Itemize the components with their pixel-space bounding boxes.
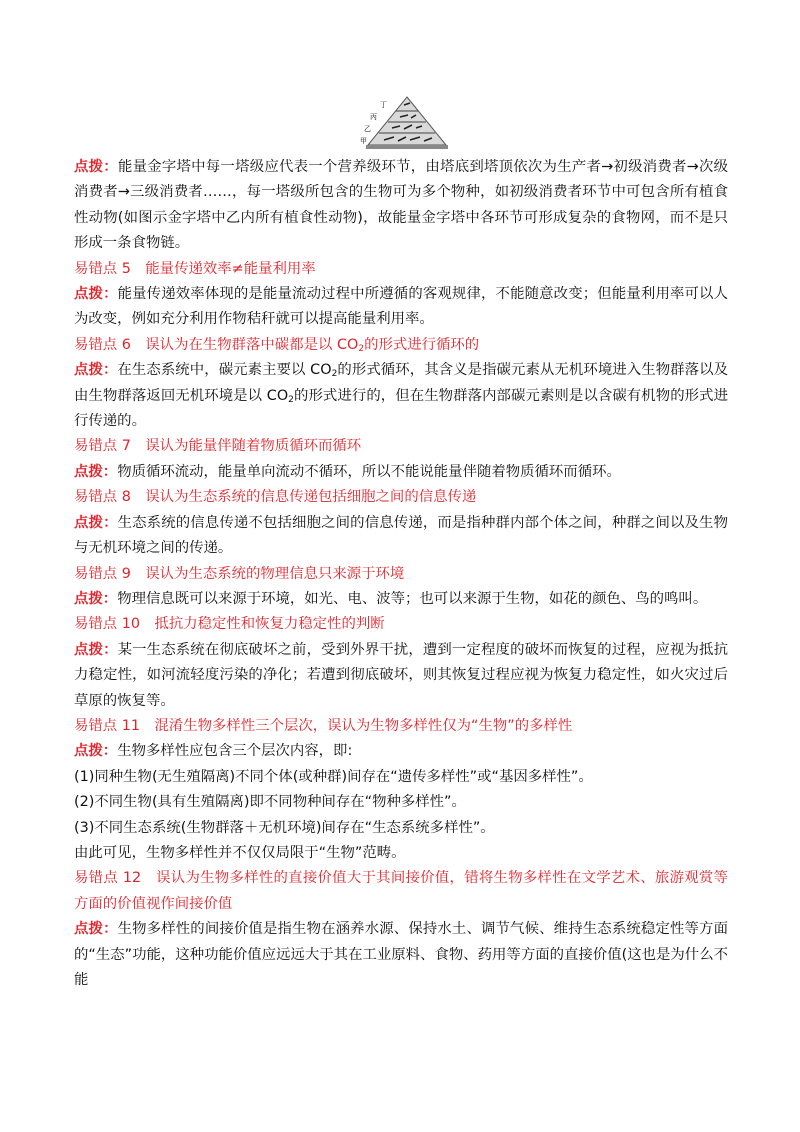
error-point-8-body <box>74 511 728 562</box>
e11-text: 生物多样性应包含三个层次内容，即: <box>117 743 353 760</box>
e6-title-part-b: 的形式进行循环的 <box>364 336 480 353</box>
e11-list-item-3: (3)不同生态系统(生物群落＋无机环境)间存在“生态系统多样性”。 <box>74 819 495 836</box>
pyramid-label-bing: 丙 <box>370 113 377 121</box>
pyramid-label-jia: 甲 <box>360 137 367 145</box>
e11-list-item-2: (2)不同生物(具有生殖隔离)即不同物种间存在“物种多样性”。 <box>74 794 466 811</box>
energy-pyramid-figure <box>360 95 448 151</box>
tip-label: 点拨： <box>74 641 118 658</box>
error-point-6-title <box>74 333 728 358</box>
tip-label: 点拨： <box>74 921 118 938</box>
intro-paragraph <box>74 155 728 257</box>
error-point-9-body <box>74 587 728 612</box>
error-point-10-title: 易错点 10 抵抗力稳定性和恢复力稳定性的判断 <box>74 616 385 633</box>
e10-text: 某一生态系统在彻底破坏之前，受到外界干扰，遭到一定程度的破坏而恢复的过程，应视为抵抗力稳定性，如河流轻度污染的净化；若遭到彻底破坏，则其恢复过程应视为恢复力稳定性，如火灾过后草原的恢复等。 <box>74 641 728 709</box>
content-body <box>74 155 728 993</box>
tip-label: 点拨： <box>74 286 118 303</box>
e6-title-subscript: 2 <box>358 343 365 354</box>
e6-title-part-a: 易错点 6 误认为在生物群落中碳都是以 CO <box>74 336 359 353</box>
error-point-11-title: 易错点 11 混淆生物多样性三个层次，误认为生物多样性仅为“生物”的多样性 <box>74 717 573 734</box>
e6-body-part-c: 的形式进行的，但在生物群落内部碳元素则是以含碳有机物的形式进行传递的。 <box>74 387 728 430</box>
tip-label: 点拨： <box>74 590 118 607</box>
e6-body-subscript-1: 2 <box>331 369 338 380</box>
tip-label: 点拨： <box>74 514 118 531</box>
pyramid-label-yi: 乙 <box>364 125 371 133</box>
e11-conclusion: 由此可见，生物多样性并不仅仅局限于“生物”范畴。 <box>74 844 406 861</box>
error-point-12-title: 易错点 12 误认为生物多样性的直接价值大于其间接价值，错将生物多样性在文学艺术、旅游观赏等方面的价值视作间接价值 <box>74 870 728 912</box>
tip-label: 点拨： <box>74 743 118 760</box>
e6-body-part-b: 的形式循环，其含义是指碳元素从无机环境进入生物群落以及由生物群落返回无机环境是以 CO <box>74 362 728 404</box>
error-point-7-body <box>74 460 728 485</box>
tip-label: 点拨： <box>74 159 118 175</box>
error-point-12-body <box>74 917 728 993</box>
tip-label: 点拨： <box>74 362 118 379</box>
e6-body-part-a: 在生态系统中，碳元素主要以 CO <box>117 362 332 379</box>
e6-body-subscript-2: 2 <box>288 394 294 405</box>
error-point-8-title: 易错点 8 误认为生态系统的信息传递包括细胞之间的信息传递 <box>74 489 477 506</box>
error-point-5-title: 易错点 5 能量传递效率≠能量利用率 <box>74 260 316 277</box>
e8-text: 生态系统的信息传递不包括细胞之间的信息传递，而是指种群内部个体之间，种群之间以及生物与无机环境之间的传递。 <box>74 514 728 557</box>
error-point-9-title: 易错点 9 误认为生态系统的物理信息只来源于环境 <box>74 565 405 582</box>
pyramid-label-ding: 丁 <box>380 101 387 109</box>
tip-label: 点拨： <box>74 463 118 480</box>
e7-text: 物质循环流动，能量单向流动不循环，所以不能说能量伴随着物质循环而循环。 <box>117 463 621 480</box>
error-point-6-body <box>74 358 728 434</box>
error-point-10-body <box>74 638 728 714</box>
error-point-7-title: 易错点 7 误认为能量伴随着物质循环而循环 <box>74 438 362 455</box>
intro-text: 能量金字塔中每一塔级应代表一个营养级环节，由塔底到塔顶依次为生产者→初级消费者→次级消费者→三级消费者……，每一塔级所包含的生物可为多个物种，如初级消费者环节中可包含所有植食性动物(如图示金字塔中乙内所有植食性动物)，故能量金字塔中各环节可形成复杂的食物网，而不是只形成一条食物链。 <box>74 159 728 252</box>
error-point-5-body <box>74 282 728 333</box>
e12-text: 生物多样性的间接价值是指生物在涵养水源、保持水土、调节气候、维持生态系统稳定性等方面的“生态”功能，这种功能价值应远远大于其在工业原料、食物、药用等方面的直接价值(这也是为什么不能 <box>74 921 728 988</box>
error-point-11-body <box>74 739 728 764</box>
e5-text: 能量传递效率体现的是能量流动过程中所遵循的客观规律，不能随意改变；但能量利用率可以人为改变，例如充分利用作物秸秆就可以提高能量利用率。 <box>74 286 728 328</box>
e9-text: 物理信息既可以来源于环境，如光、电、波等；也可以来源于生物，如花的颜色、鸟的鸣叫。 <box>117 590 708 607</box>
e11-list-item-1: (1)同种生物(无生殖隔离)不同个体(或种群)间存在“遗传多样性”或“基因多样性”。 <box>74 768 593 785</box>
